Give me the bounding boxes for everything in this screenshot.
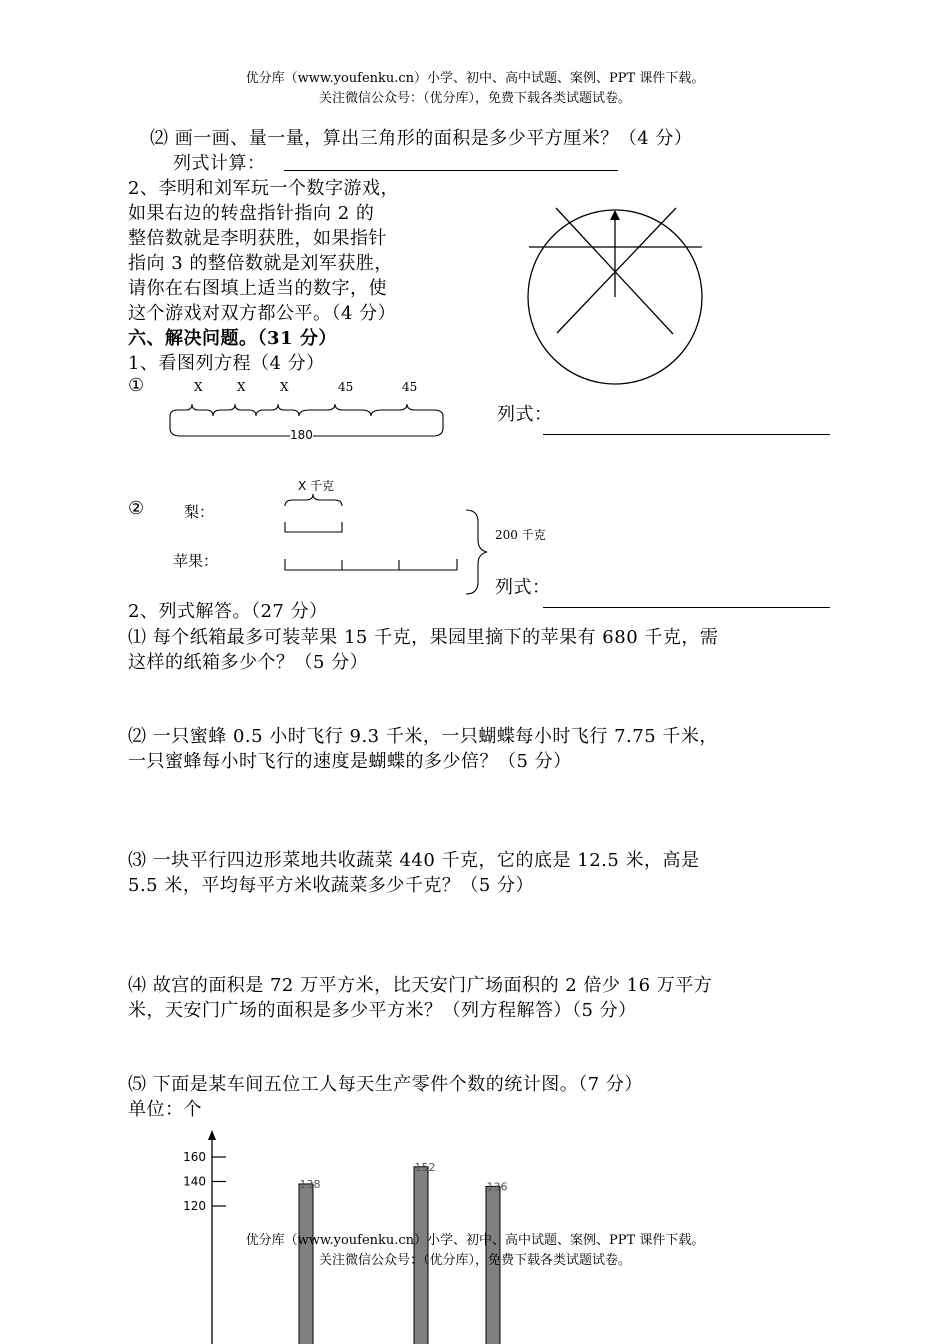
section-6-title: 六、解决问题。（31 分） <box>128 328 337 349</box>
chart-tick-label-140: 140 <box>183 1174 206 1189</box>
watermark-line-1: 优分库（www.youfenku.cn）小学、初中、高中试题、案例、PPT 课件下载。 <box>245 1233 705 1248</box>
fig1-marker: ① <box>128 375 145 396</box>
fig1-total: 180 <box>290 428 313 442</box>
q-prev-calc-label: 列式计算： <box>173 153 266 174</box>
chart-unit: 单位：个 <box>128 1099 202 1120</box>
watermark-line-2: 关注微信公众号：（优分库），免费下载各类试题试卷。 <box>318 1253 631 1268</box>
q2-line-1: 2、李明和刘军玩一个数字游戏， <box>128 178 399 199</box>
fig1-label-x1: X <box>194 380 203 394</box>
chart-bar-label-2: 152 <box>414 1160 436 1174</box>
section-6-sub-1: 1、看图列方程（4 分） <box>128 353 325 374</box>
fig2-marker: ② <box>128 498 145 519</box>
fig1-label-45b: 45 <box>402 380 418 394</box>
q2-line-2: 如果右边的转盘指针指向 2 的 <box>128 203 375 224</box>
fig2-x-label: X 千克 <box>298 479 335 493</box>
problem-1-line-2: 这样的纸箱多少个？（5 分） <box>128 652 369 673</box>
problem-3-line-1: ⑶ 一块平行四边形菜地共收蔬菜 440 千克，它的底是 12.5 米，高是 <box>128 850 700 871</box>
fig1-answer-label: 列式： <box>497 404 553 425</box>
section-6-sub-2: 2、列式解答。（27 分） <box>128 601 328 622</box>
problem-4-line-1: ⑷ 故宫的面积是 72 万平方米，比天安门广场面积的 2 倍少 16 万平方 <box>128 975 713 996</box>
problem-2-line-2: 一只蜜蜂每小时飞行的速度是蝴蝶的多少倍？（5 分） <box>128 751 572 772</box>
fig2-apple-label: 苹果： <box>173 552 219 570</box>
q-prev-item-2: ⑵ 画一画、量一量，算出三角形的面积是多少平方厘米？（4 分） <box>150 128 693 149</box>
q2-line-4: 指向 3 的整倍数就是刘军获胜， <box>128 253 393 274</box>
header-line-2: 关注微信公众号：（优分库），免费下载各类试题试卷。 <box>318 91 631 106</box>
problem-3-line-2: 5.5 米，平均每平方米收蔬菜多少千克？（5 分） <box>128 875 535 896</box>
q2-line-5: 请你在右图填上适当的数字，使 <box>128 278 387 299</box>
chart-y-axis-arrow <box>208 1130 216 1140</box>
fig2-pear-label: 梨： <box>184 503 215 521</box>
chart-tick-label-160: 160 <box>183 1150 206 1164</box>
fig1-label-x3: X <box>280 380 289 394</box>
chart-tick-label-120: 120 <box>183 1199 206 1213</box>
chart-bar-label-3: 136 <box>486 1180 508 1194</box>
q2-line-6: 这个游戏对双方都公平。（4 分） <box>128 303 397 324</box>
chart-bar-label-1: 138 <box>299 1177 321 1191</box>
problem-5: ⑸ 下面是某车间五位工人每天生产零件个数的统计图。（7 分） <box>128 1074 643 1095</box>
fig2-answer-label: 列式： <box>495 577 551 598</box>
problem-2-line-1: ⑵ 一只蜜蜂 0.5 小时飞行 9.3 千米，一只蝴蝶每小时飞行 7.75 千米， <box>128 726 718 747</box>
q2-line-3: 整倍数就是李明获胜，如果指针 <box>128 228 387 249</box>
problem-4-line-2: 米，天安门广场的面积是多少平方米？（列方程解答）（5 分） <box>128 1000 637 1021</box>
fig2-total: 200 千克 <box>495 528 546 542</box>
fig1-label-x2: X <box>237 380 246 394</box>
fig1-label-45a: 45 <box>338 380 354 394</box>
header-line-1: 优分库（www.youfenku.cn）小学、初中、高中试题、案例、PPT 课件下载。 <box>245 71 705 86</box>
problem-1-line-1: ⑴ 每个纸箱最多可装苹果 15 千克，果园里摘下的苹果有 680 千克，需 <box>128 627 719 648</box>
